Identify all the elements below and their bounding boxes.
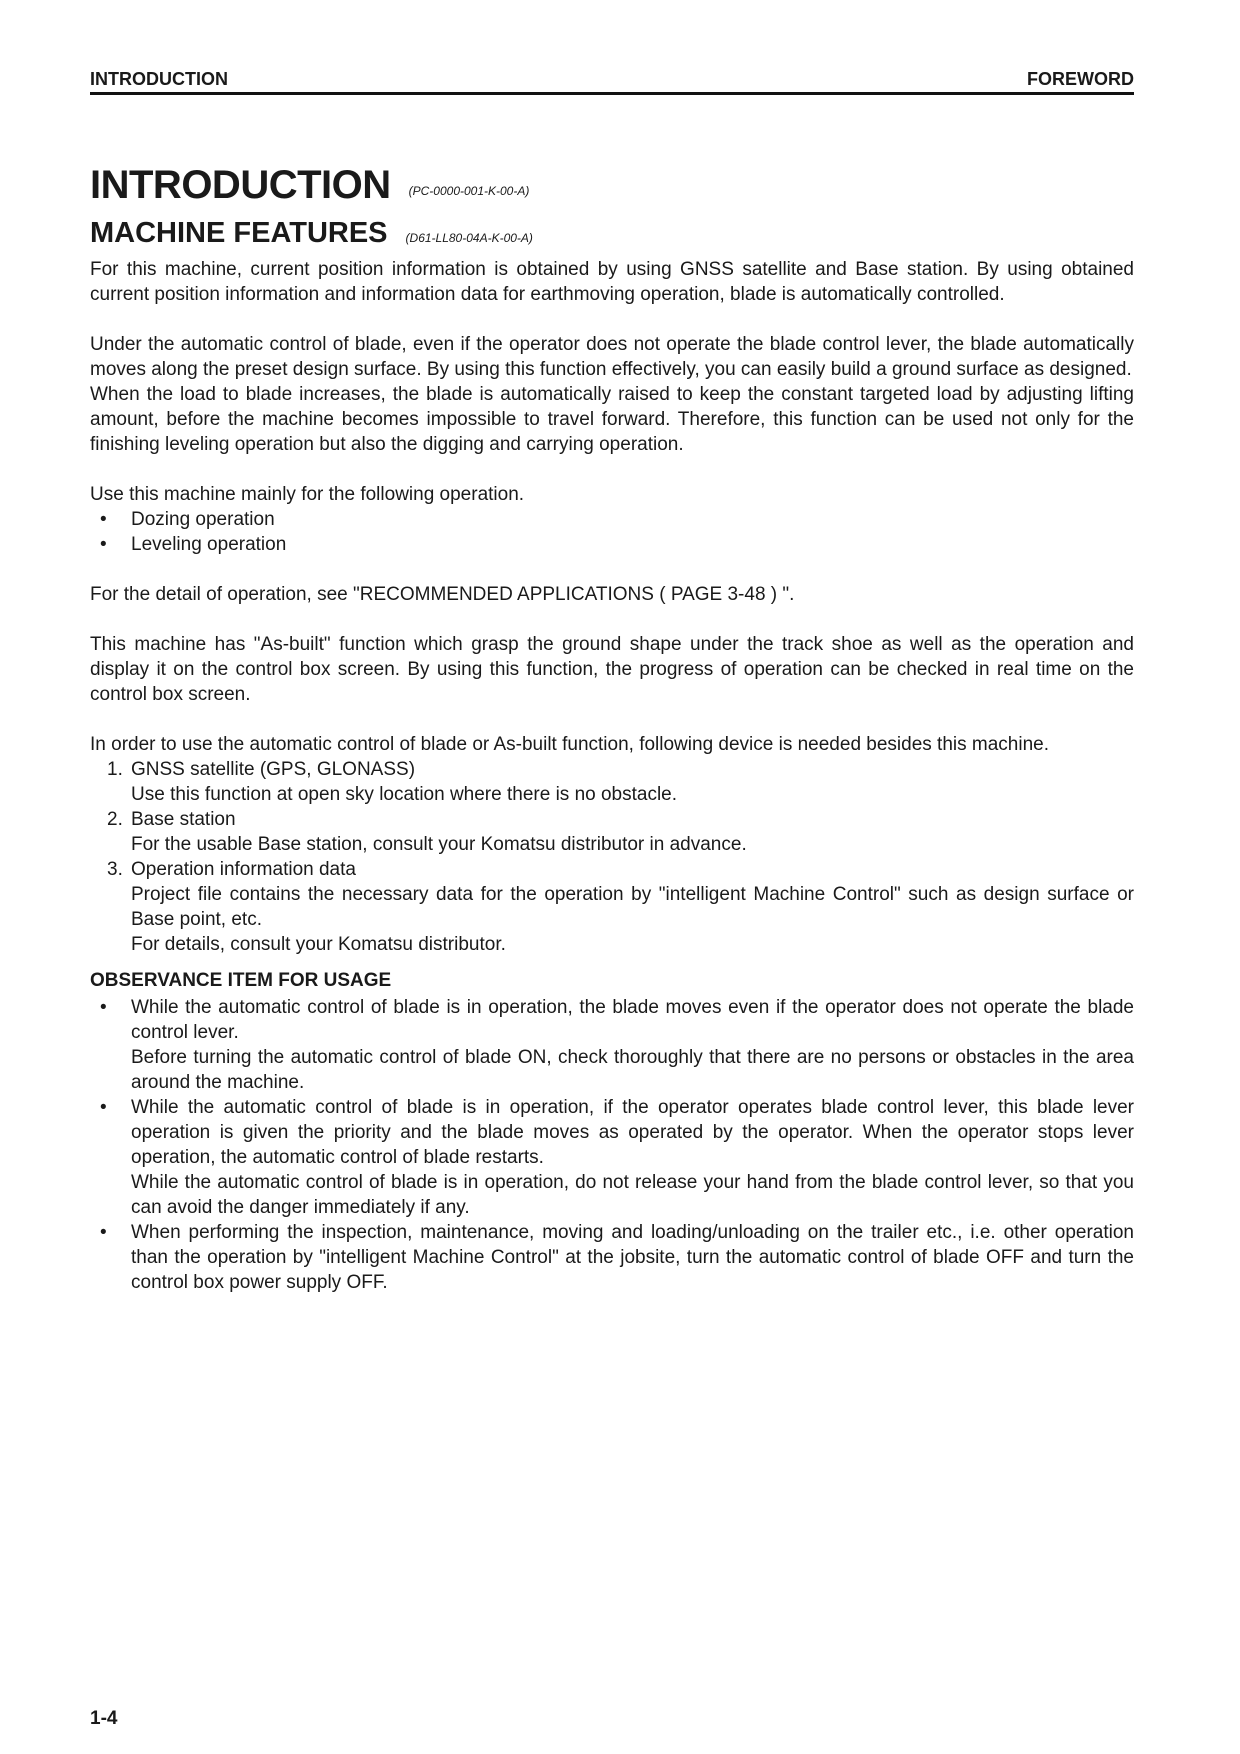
list-item [90, 1095, 1134, 1220]
paragraph: Use this machine mainly for the following operation. [90, 484, 525, 505]
list-item: • Leveling operation [90, 532, 1134, 557]
section-subtitle-text: MACHINE FEATURES [90, 217, 388, 249]
paragraph: In order to use the automatic control of blade or As-built function, following device is needed besides this machine. [90, 734, 1049, 755]
list-number: 2. [107, 809, 123, 830]
observance-heading: OBSERVANCE ITEM FOR USAGE [90, 970, 392, 991]
header-section-label: INTRODUCTION [90, 69, 228, 89]
list-item [90, 757, 1134, 807]
paragraph: This machine has "As-built" function which grasp the ground shape under the track shoe as well as the operation and display it on the control box screen. By using this function, the progress of operation can be checked in real time on the control box screen. [90, 634, 1134, 705]
list-item-title: Operation information data [131, 859, 356, 880]
list-item [90, 1220, 1134, 1295]
paragraph: When the load to blade increases, the blade is automatically raised to keep the constant targeted load by adjusting lifting amount, before the machine becomes impossible to travel forward. Therefore, this function can be used not only for the finishing leveling operation but also the digging and carrying operation. [90, 384, 1134, 455]
list-item-text: • While the automatic control of blade is in operation, the blade moves even if the operator does not operate the blade control lever. [131, 997, 1134, 1043]
list-item-title: Base station [131, 809, 236, 830]
list-item [90, 807, 1134, 857]
manual-page [90, 0, 1134, 1754]
operation-list [90, 507, 1134, 557]
page-title-code: (PC-0000-001-K-00-A) [408, 184, 530, 199]
paragraph: Under the automatic control of blade, even if the operator does not operate the blade control lever, the blade automatically moves along the preset design surface. By using this function effectively, you can easily build a ground surface as designed. [90, 334, 1134, 380]
list-item-text: For the usable Base station, consult your Komatsu distributor in advance. [131, 834, 747, 855]
list-item-text: • When performing the inspection, maintenance, moving and loading/unloading on the trailer etc., i.e. other operation than the operation by "intelligent Machine Control" at the jobsite, turn the automatic control of blade OFF and turn the control box power supply OFF. [131, 1222, 1134, 1293]
paragraph-cross-reference: For the detail of operation, see "RECOMMENDED APPLICATIONS ( PAGE 3-48 ) ". [90, 584, 795, 605]
section-subtitle-code: (D61-LL80-04A-K-00-A) [405, 231, 533, 246]
page-title [90, 162, 529, 210]
list-item-text: • While the automatic control of blade is in operation, if the operator operates blade control lever, this blade lever operation is given the priority and the blade moves as operated by the operator. When the operator stops lever operation, the automatic control of blade restarts. [131, 1097, 1134, 1168]
page-number: 1-4 [90, 1708, 118, 1729]
body-text [90, 257, 1134, 1295]
device-list [90, 757, 1134, 957]
list-item-text: Before turning the automatic control of blade ON, check thoroughly that there are no persons or obstacles in the area around the machine. [131, 1047, 1134, 1093]
list-number: 3. [107, 859, 123, 880]
list-number: 1. [107, 759, 123, 780]
list-item-text: For details, consult your Komatsu distributor. [131, 934, 506, 955]
list-item [90, 857, 1134, 957]
list-item-title: GNSS satellite (GPS, GLONASS) [131, 759, 416, 780]
section-subtitle [90, 216, 533, 251]
list-item-text: While the automatic control of blade is in operation, do not release your hand from the blade control lever, so that you can avoid the danger immediately if any. [131, 1172, 1134, 1218]
observance-list [90, 995, 1134, 1295]
list-item: • Dozing operation [90, 507, 1134, 532]
paragraph: For this machine, current position information is obtained by using GNSS satellite and Base station. By using obtained current position information and information data for earthmoving operation, blade is automatically controlled. [90, 259, 1134, 305]
page-title-text: INTRODUCTION [90, 163, 391, 207]
list-item [90, 995, 1134, 1095]
running-header [90, 68, 1134, 95]
header-chapter-label: FOREWORD [1027, 69, 1134, 89]
list-item-text: Use this function at open sky location where there is no obstacle. [131, 784, 678, 805]
list-item-text: Project file contains the necessary data for the operation by "intelligent Machine Control" such as design surface or Base point, etc. [131, 884, 1134, 930]
